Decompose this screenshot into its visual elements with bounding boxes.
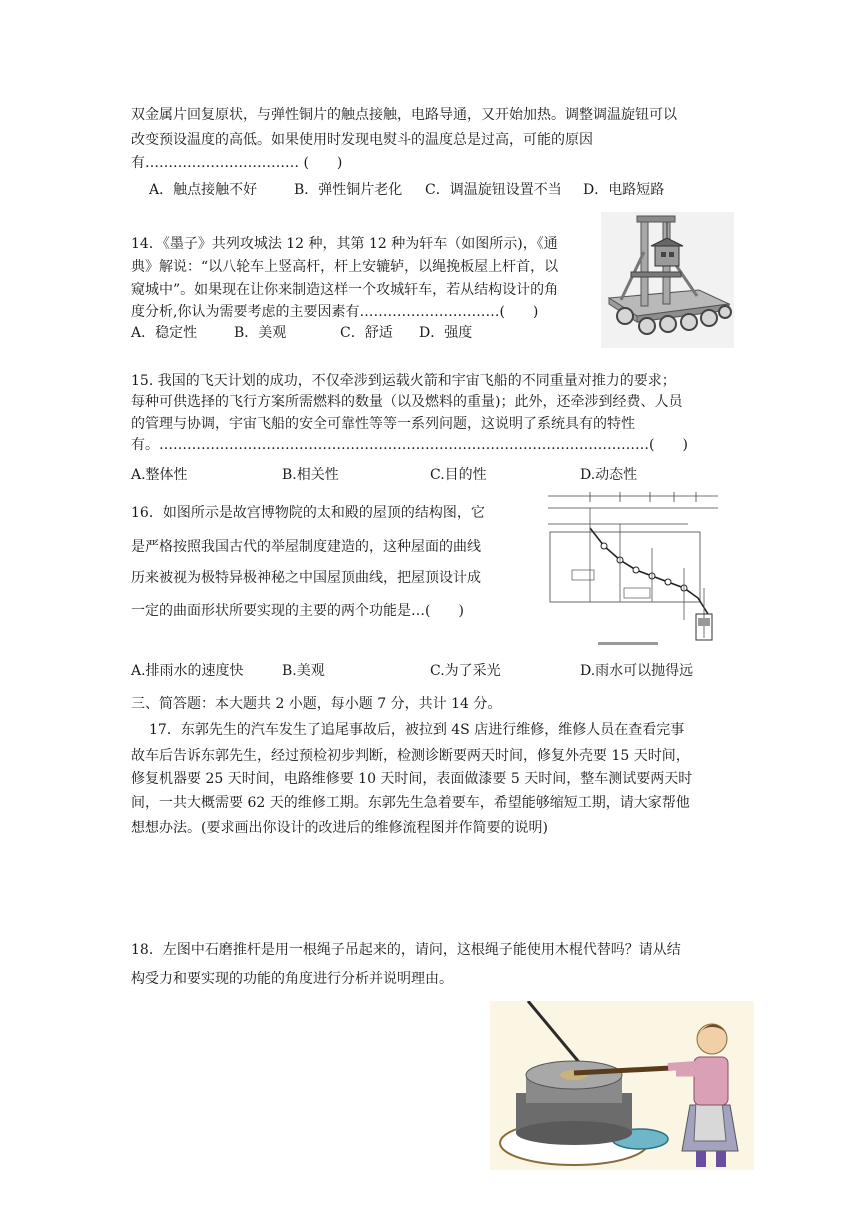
- q13-line-3: 有…………………………… ( ): [131, 155, 343, 171]
- q14-line-1: 14．《墨子》共列攻城法 12 种，其第 12 种为轩车（如图所示)，《通: [131, 236, 558, 252]
- q14-option-c: C．舒适: [340, 325, 393, 341]
- q16-line-4: 一定的曲面形状所要实现的主要的两个功能是…( ): [131, 603, 464, 619]
- q14-line-3: 窥城中”。如果现在让你来制造这样一个攻城轩车，若从结构设计的角: [131, 282, 559, 298]
- q15-option-a: A.整体性: [131, 467, 188, 483]
- q15-option-c: C.目的性: [430, 467, 487, 483]
- q17-line-1: 17．东郭先生的汽车发生了追尾事故后，被拉到 4S 店进行维修，维修人员在查看完事: [149, 722, 685, 738]
- q18-line-1: 18．左图中石磨推杆是用一根绳子吊起来的，请问，这根绳子能使用木棍代替吗？请从结: [131, 942, 681, 958]
- q13-option-c: C．调温旋钮设置不当: [425, 182, 562, 198]
- roof-structure-diagram: [528, 488, 722, 650]
- q13-line-2: 改变预设温度的高低。如果使用时发现电熨斗的温度总是过高，可能的原因: [131, 132, 593, 148]
- q15-option-d: D.动态性: [580, 467, 638, 483]
- millstone-illustration: [490, 1001, 754, 1170]
- q15-option-b: B.相关性: [282, 467, 339, 483]
- q13-option-b: B．弹性铜片老化: [294, 182, 403, 198]
- q15-line-1: 15. 我国的飞天计划的成功，不仅牵涉到运载火箭和宇宙飞船的不同重量对推力的要求；: [131, 373, 676, 389]
- siege-cart-image: [601, 212, 734, 348]
- q16-line-2: 是严格按照我国古代的举屋制度建造的，这种屋面的曲线: [131, 539, 481, 555]
- q13-line-1: 双金属片回复原状，与弹性铜片的触点接触，电路导通，又开始加热。调整调温旋钮可以: [131, 107, 677, 123]
- q16-line-3: 历来被视为极特异极神秘之中国屋顶曲线，把屋顶设计成: [131, 570, 481, 586]
- section-heading: 三、简答题：本大题共 2 小题，每小题 7 分，共计 14 分。: [131, 696, 502, 712]
- q15-line-4: 有。……………………………………………………………………………………………( ): [131, 437, 688, 453]
- q17-line-5: 想想办法。(要求画出你设计的改进后的维修流程图并作简要的说明): [131, 820, 548, 836]
- q14-option-d: D．强度: [419, 325, 473, 341]
- q13-option-d: D．电路短路: [583, 182, 665, 198]
- q16-option-d: D.雨水可以抛得远: [580, 663, 694, 679]
- q15-line-3: 的管理与协调，宇宙飞船的安全可靠性等等一系列问题，这说明了系统具有的特性: [131, 416, 635, 432]
- q16-option-b: B.美观: [282, 663, 325, 679]
- q15-line-2: 每种可供选择的飞行方案所需燃料的数量（以及燃料的重量)；此外，还牵涉到经费、人员: [131, 394, 683, 410]
- q13-option-a: A．触点接触不好: [149, 182, 258, 198]
- q14-option-b: B．美观: [234, 325, 287, 341]
- q17-line-2: 故车后告诉东郭先生，经过预检初步判断，检测诊断要两天时间，修复外壳要 15 天时间，: [131, 748, 690, 764]
- q17-line-3: 修复机器要 25 天时间，电路维修要 10 天时间，表面做漆要 5 天时间，整车测试要两天时: [131, 771, 693, 787]
- q18-line-2: 构受力和要实现的功能的角度进行分析并说明理由。: [131, 971, 453, 987]
- q14-option-a: A．稳定性: [131, 325, 198, 341]
- q14-line-4: 度分析,你认为需要考虑的主要因素有…………………………( ): [131, 304, 539, 320]
- q16-option-c: C.为了采光: [430, 663, 501, 679]
- q16-option-a: A.排雨水的速度快: [131, 663, 244, 679]
- q14-line-2: 典》解说：“以八轮车上竖高杆，杆上安辘轳，以绳挽板屋上杆首，以: [131, 259, 559, 275]
- q17-line-4: 间，一共大概需要 62 天的维修工期。东郭先生急着要车，希望能够缩短工期，请大家帮他: [131, 795, 690, 811]
- q16-line-1: 16．如图所示是故宫博物院的太和殿的屋顶的结构图，它: [131, 505, 485, 521]
